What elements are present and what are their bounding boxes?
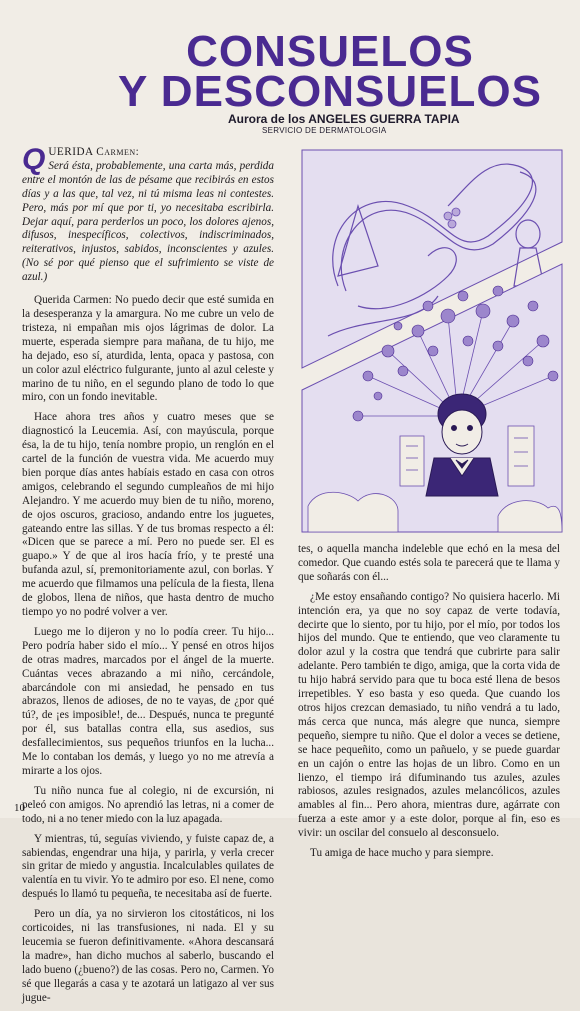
- title-line-1: CONSUELOS: [186, 27, 474, 76]
- intro-text: Será ésta, probablemente, una carta más, perdida entre el montón de las de pésame que recibirás en estos días y a las que, tal vez, ni tú misma leas ni contestes. Pero, más por mí que por ti, yo necesitaba escribirla. Dejar aquí, para perderlos un poco, los dolores ajenos, difusos, inespecíficos, colectivos, indiscriminados, reiterativos, injustos, sabidos, inconscientes y azules. (No sé por qué pienso que el sufrimiento se viste de azul.): [22, 159, 274, 284]
- body-paragraph: tes, o aquella mancha indeleble que echó en la mesa del comedor. Que cuando estés sola te parecerá que te llama y que soñarás con él...: [298, 543, 560, 583]
- department: SERVICIO DE DERMATOLOGIA: [262, 126, 387, 135]
- body-paragraph: Luego me lo dijeron y no lo podía creer. Tu hijo... Pero podría haber sido el mío... Y pensé en otros hijos de otras madres, marcados por el ángel de la muerte. Cuántas veces abrazando a mi niño, cercándole, abarcándole con mi ansiedad, he pensado en tus abrazos, llenos de adioses, de no te vayas, de ¿por qué tú?, de ¡es imposible!, de... Después, nunca te pregunté por él, sus batallas contra ella, sus asedios, sus desfallecimientos, sus pequeños triunfos en la lucha... Me lo contaban los demás, y luego yo no me atrevía a mirarte a los ojos.: [22, 625, 274, 777]
- body-paragraph: Pero un día, ya no sirvieron los citostáticos, ni los corticoides, ni las transfusiones, ni nada. El y su leucemia se fueron definitivamente. «Ahora descansará la madre», han dicho muchos al saberlo, buscando el lado bueno (¿bueno?) de las cosas. Pero no, Carmen. Yo sé que llegarás a casa y te azotará un latigazo al ver sus jugue-: [22, 908, 274, 1004]
- body-paragraph: Tu niño nunca fue al colegio, ni de excursión, ni peleó con amigos. No aprendió las letras, ni a comer de todo, ni a no tener miedo con la luz apagada.: [22, 784, 274, 825]
- right-column: [298, 543, 560, 867]
- body-paragraph: ¿Me estoy ensañando contigo? No quisiera hacerlo. Mi intención era, ya que no soy capaz de verte todavía, decirte que lo siento, por tu hijo, por el mío, por todos los hijos del mundo. Que te entiendo, que veo claramente tu dolor azul y la costra que tendrá que cubrirte para salir adelante. Pero también te digo, amiga, que la corta vida de tu hijo habrá servido para que tu boca esté llena de besos irrepetibles. Y eso basta y eso queda. Que cuando los otros hijos crezcan demasiado, tu niño vendrá a tu lado, más cerca que nunca, más alegre que nunca, siempre pequeño, siempre tu niño. Que el dolor a veces se detiene, se hace pequeñito, como un pañuelo, y se puede guardar en un cajón o entre las hojas de un libro. Como en un lienzo, el tiempo irá difuminando tus azules, azules rabiosos, azules resignados, azules melancólicos, azules amables al fin... Pero ahora, mientras dure, agárrate con fuerza a este amor y a este dolor, porque al fin, eso es vivir: un oscilar del consuelo al desconsuelo.: [298, 590, 560, 840]
- body-paragraph: Hace ahora tres años y cuatro meses que se diagnosticó la Leucemia. Así, con mayúscula, porque ésa, la de tu hijo, tenía nombre propio, un renglón en el cartel de la función de vuestra vida. Me acuerdo muy bien porque días antes habíais estado en casa con otros amigos, celebrando el segundo cumpleaños de mi hijo Alejandro. Y me acuerdo muy bien de tu niño, moreno, de ojos oscuros, gracioso, andando entre los juguetes, gateando entre las sillas. Y de tus bromas respecto a él: «Dicen que se parece a mí. Pero no puede ser. El es guapo.» Y de que al iros hacía frío, y te presté una bufanda azul, sí, premonitoriamente azul, con borlas. Y me acuerdo que filmamos una película de la fiesta, llena de globos, llena de niños, que hasta dentro de mucho tiempo yo no podré volver a ver.: [22, 411, 274, 618]
- body-paragraph: Y mientras, tú, seguías viviendo, y fuiste capaz de, a sabiendas, engendrar una hija, y parirla, y verla crecer sin gritar de miedo y angustia. Incalculables quilates de valentía en tu vivir. Yo te admiro por eso. El nene, como después lo llamó tu pequeña, te necesitaba así de fuerte.: [22, 832, 274, 901]
- author-byline: Aurora de los ANGELES GUERRA TAPIA: [228, 112, 460, 126]
- intro-paragraph: [22, 143, 274, 285]
- title-line-2: Y DESCONSUELOS: [118, 67, 542, 116]
- body-paragraph: Querida Carmen: No puedo decir que esté sumida en la desesperanza y la amargura. No me cubre un velo de tristeza, ni empañan mis ojos lágrimas de dolor. La muerte, esperada siempre para mañana, de tu hijo, me ha dejado, eso sí, aturdida, lenta, opaca y pastosa, con un color azul eléctrico fulgurante, junto al azul celeste y marino de tu niño, en el segundo plano de todo lo que miro, con un fondo inevitable.: [22, 294, 274, 404]
- page-number: 10: [14, 802, 25, 814]
- left-column: [22, 143, 274, 1011]
- closing-line: Tu amiga de hace mucho y para siempre.: [310, 847, 494, 860]
- illustration: [298, 146, 566, 536]
- intro-salutation: UERIDA Carmen:: [48, 146, 140, 158]
- drop-cap: Q: [22, 143, 46, 176]
